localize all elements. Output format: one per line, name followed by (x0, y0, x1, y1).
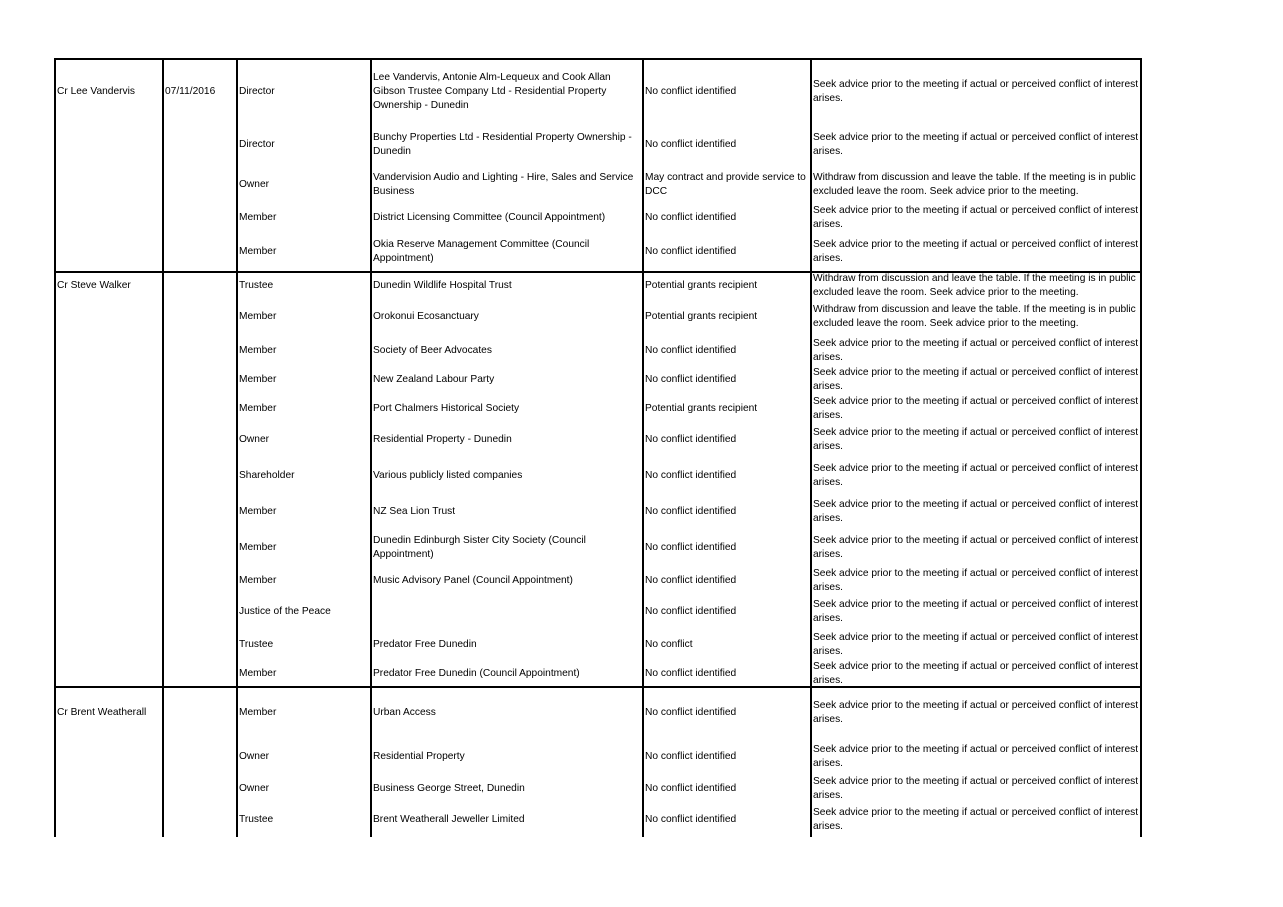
interest-organisation-text: Lee Vandervis, Antonie Alm-Lequeux and Cook Allan Gibson Trustee Company Ltd - Residential Property Ownership - Dunedin (373, 72, 611, 111)
interest-role (239, 69, 369, 115)
interest-role-text: Owner (239, 179, 270, 190)
interest-role (239, 659, 369, 689)
interest-action (813, 365, 1139, 395)
interest-risk-text: No conflict identified (645, 751, 737, 762)
interest-risk-text: No conflict identified (645, 434, 737, 445)
interest-role-text: Director (239, 139, 275, 150)
column-border (810, 59, 812, 837)
interest-role (239, 302, 369, 332)
interest-action-text: Seek advice prior to the meeting if actual or perceived conflict of interest arises. (813, 463, 1139, 488)
interest-role (239, 698, 369, 728)
interest-risk (645, 365, 809, 395)
group-border (54, 58, 1142, 60)
interest-risk-text: No conflict identified (645, 506, 737, 517)
interest-risk-text: No conflict identified (645, 668, 737, 679)
interest-organisation (373, 533, 641, 563)
interest-action (813, 425, 1139, 455)
interest-organisation-text: Urban Access (373, 707, 436, 718)
interest-role-text: Justice of the Peace (239, 606, 331, 617)
interest-risk (645, 394, 809, 424)
interest-risk (645, 425, 809, 455)
interest-risk-text: Potential grants recipient (645, 280, 758, 291)
interest-risk (645, 203, 809, 233)
column-border (236, 59, 238, 837)
interest-risk-text: Potential grants recipient (645, 311, 758, 322)
interest-action (813, 461, 1139, 491)
interest-role-text: Member (239, 506, 277, 517)
interest-organisation (373, 774, 641, 804)
interest-risk-text: No conflict identified (645, 575, 737, 586)
interest-organisation-text: Orokonui Ecosanctuary (373, 311, 479, 322)
interest-role (239, 497, 369, 527)
interest-risk-text: No conflict identified (645, 783, 737, 794)
interest-organisation (373, 365, 641, 395)
interest-role (239, 237, 369, 267)
interest-organisation-text: Bunchy Properties Ltd - Residential Property Ownership - Dunedin (373, 132, 632, 157)
interest-action-text: Seek advice prior to the meeting if actual or perceived conflict of interest arises. (813, 568, 1139, 593)
interest-action (813, 237, 1139, 267)
interest-role-text: Member (239, 374, 277, 385)
interest-risk (645, 774, 809, 804)
interest-risk (645, 805, 809, 835)
interest-organisation-text: Predator Free Dunedin (Council Appointment) (373, 668, 580, 679)
interest-role-text: Director (239, 86, 275, 97)
column-border (370, 59, 372, 837)
interest-role (239, 566, 369, 596)
interest-organisation-text: Brent Weatherall Jeweller Limited (373, 814, 525, 825)
declaration-date (165, 77, 235, 107)
interest-risk-text: No conflict identified (645, 246, 737, 257)
interest-role (239, 365, 369, 395)
interest-role-text: Member (239, 668, 277, 679)
interest-organisation (373, 130, 641, 160)
interest-role (239, 170, 369, 200)
interest-organisation (373, 336, 641, 366)
interest-risk (645, 69, 809, 115)
interest-risk (645, 497, 809, 527)
interest-organisation (373, 461, 641, 491)
interest-role-text: Member (239, 311, 277, 322)
interest-organisation-text: Vandervision Audio and Lighting - Hire, Sales and Service Business (373, 172, 634, 197)
interest-organisation-text: Predator Free Dunedin (373, 639, 477, 650)
interest-risk-text: May contract and provide service to DCC (645, 172, 806, 197)
interest-organisation (373, 630, 641, 660)
interest-action (813, 533, 1139, 563)
interest-role (239, 130, 369, 160)
interest-risk-text: No conflict identified (645, 345, 737, 356)
interest-role (239, 742, 369, 772)
declaration-date (165, 271, 235, 301)
interest-organisation-text: New Zealand Labour Party (373, 374, 495, 385)
interest-role (239, 774, 369, 804)
interest-risk (645, 698, 809, 728)
interest-action (813, 805, 1139, 835)
interest-role (239, 394, 369, 424)
interest-role-text: Owner (239, 434, 270, 445)
interest-organisation-text: Okia Reserve Management Committee (Council Appointment) (373, 239, 590, 264)
interest-risk (645, 130, 809, 160)
interest-organisation-text: Music Advisory Panel (Council Appointment) (373, 575, 573, 586)
interest-action-text: Seek advice prior to the meeting if actual or perceived conflict of interest arises. (813, 807, 1139, 832)
interest-organisation (373, 394, 641, 424)
interest-organisation-text: NZ Sea Lion Trust (373, 506, 456, 517)
interest-role (239, 425, 369, 455)
column-border (54, 59, 56, 837)
interest-risk-text: No conflict identified (645, 374, 737, 385)
interest-risk (645, 533, 809, 563)
interest-risk-text: No conflict identified (645, 470, 737, 481)
interest-action (813, 659, 1139, 689)
interest-action (813, 630, 1139, 660)
interest-risk-text: No conflict identified (645, 542, 737, 553)
declaration-date-text: 07/11/2016 (165, 86, 216, 97)
interest-organisation (373, 742, 641, 772)
interest-risk (645, 742, 809, 772)
interest-role-text: Owner (239, 751, 270, 762)
interest-organisation (373, 597, 641, 627)
interest-risk (645, 336, 809, 366)
interest-action-text: Seek advice prior to the meeting if actual or perceived conflict of interest arises. (813, 205, 1139, 230)
interest-role-text: Member (239, 345, 277, 356)
interest-organisation-text: Dunedin Edinburgh Sister City Society (Council Appointment) (373, 535, 586, 560)
interest-risk (645, 271, 809, 301)
interest-action-text: Seek advice prior to the meeting if actual or perceived conflict of interest arises. (813, 535, 1139, 560)
interest-action (813, 394, 1139, 424)
interest-role (239, 271, 369, 301)
councillor-name-text: Cr Lee Vandervis (57, 86, 135, 97)
interest-action-text: Seek advice prior to the meeting if actual or perceived conflict of interest arises. (813, 661, 1139, 686)
interest-organisation-text: Society of Beer Advocates (373, 345, 492, 356)
interest-risk-text: No conflict identified (645, 814, 737, 825)
interest-action (813, 271, 1139, 301)
interest-organisation (373, 497, 641, 527)
interest-role-text: Member (239, 575, 277, 586)
interest-role-text: Trustee (239, 280, 274, 291)
interest-organisation (373, 69, 641, 115)
interest-action (813, 69, 1139, 115)
interest-risk (645, 237, 809, 267)
interest-action (813, 774, 1139, 804)
interest-action (813, 497, 1139, 527)
interest-risk-text: No conflict identified (645, 86, 737, 97)
column-border (642, 59, 644, 837)
interest-role (239, 461, 369, 491)
interest-risk (645, 566, 809, 596)
councillor-name-text: Cr Steve Walker (57, 280, 131, 291)
interest-risk (645, 461, 809, 491)
councillor-name (57, 77, 161, 107)
interest-risk (645, 659, 809, 689)
interest-action-text: Seek advice prior to the meeting if actual or perceived conflict of interest arises. (813, 632, 1139, 657)
column-border (162, 59, 164, 837)
councillor-name (57, 698, 161, 728)
interest-organisation (373, 425, 641, 455)
interest-role (239, 630, 369, 660)
interest-risk-text: No conflict identified (645, 606, 737, 617)
interest-action (813, 302, 1139, 332)
interest-organisation (373, 170, 641, 200)
interest-action-text: Seek advice prior to the meeting if actual or perceived conflict of interest arises. (813, 79, 1139, 104)
interest-role-text: Trustee (239, 639, 274, 650)
interest-risk-text: No conflict identified (645, 212, 737, 223)
interest-action (813, 742, 1139, 772)
interest-action-text: Seek advice prior to the meeting if actual or perceived conflict of interest arises. (813, 427, 1139, 452)
interest-risk-text: No conflict identified (645, 707, 737, 718)
interest-risk-text: Potential grants recipient (645, 403, 758, 414)
interest-action-text: Seek advice prior to the meeting if actual or perceived conflict of interest arises. (813, 499, 1139, 524)
interest-risk (645, 170, 809, 200)
interest-risk (645, 630, 809, 660)
interest-role-text: Member (239, 707, 277, 718)
interest-action (813, 203, 1139, 233)
interest-role-text: Trustee (239, 814, 274, 825)
interest-organisation-text: Residential Property (373, 751, 465, 762)
interest-action-text: Withdraw from discussion and leave the table. If the meeting is in public excluded leave the room. Seek advice prior to the meeting. (813, 172, 1136, 197)
interest-role (239, 336, 369, 366)
councillor-name (57, 271, 161, 301)
interest-organisation (373, 805, 641, 835)
interest-organisation-text: Port Chalmers Historical Society (373, 403, 520, 414)
interest-role-text: Member (239, 246, 277, 257)
interest-organisation (373, 203, 641, 233)
declaration-date (165, 698, 235, 728)
interest-role (239, 597, 369, 627)
interest-role-text: Member (239, 212, 277, 223)
interest-role-text: Member (239, 403, 277, 414)
interest-organisation (373, 659, 641, 689)
interest-role-text: Shareholder (239, 470, 295, 481)
interest-action (813, 698, 1139, 728)
interest-organisation-text: District Licensing Committee (Council Appointment) (373, 212, 606, 223)
interest-action-text: Withdraw from discussion and leave the table. If the meeting is in public excluded leave the room. Seek advice prior to the meeting. (813, 273, 1136, 298)
interest-action-text: Seek advice prior to the meeting if actual or perceived conflict of interest arises. (813, 599, 1139, 624)
interest-organisation (373, 237, 641, 267)
interest-action (813, 336, 1139, 366)
interest-action (813, 597, 1139, 627)
interest-organisation-text: Business George Street, Dunedin (373, 783, 525, 794)
interest-risk (645, 302, 809, 332)
councillor-name-text: Cr Brent Weatherall (57, 707, 147, 718)
interest-role (239, 203, 369, 233)
interest-action-text: Seek advice prior to the meeting if actual or perceived conflict of interest arises. (813, 776, 1139, 801)
interest-organisation-text: Residential Property - Dunedin (373, 434, 512, 445)
interest-organisation (373, 302, 641, 332)
interest-organisation (373, 271, 641, 301)
interest-organisation-text: Dunedin Wildlife Hospital Trust (373, 280, 512, 291)
interest-action-text: Seek advice prior to the meeting if actual or perceived conflict of interest arises. (813, 700, 1139, 725)
interest-organisation-text: Various publicly listed companies (373, 470, 523, 481)
interest-risk-text: No conflict identified (645, 139, 737, 150)
interest-action-text: Seek advice prior to the meeting if actual or perceived conflict of interest arises. (813, 396, 1139, 421)
interest-organisation (373, 698, 641, 728)
interest-action-text: Withdraw from discussion and leave the table. If the meeting is in public excluded leave the room. Seek advice prior to the meeting. (813, 304, 1136, 329)
interest-action (813, 566, 1139, 596)
interest-risk-text: No conflict (645, 639, 693, 650)
interest-risk (645, 597, 809, 627)
interest-action-text: Seek advice prior to the meeting if actual or perceived conflict of interest arises. (813, 367, 1139, 392)
interest-role (239, 805, 369, 835)
interest-action-text: Seek advice prior to the meeting if actual or perceived conflict of interest arises. (813, 744, 1139, 769)
interest-action (813, 130, 1139, 160)
interest-action-text: Seek advice prior to the meeting if actual or perceived conflict of interest arises. (813, 338, 1139, 363)
interest-role-text: Owner (239, 783, 270, 794)
interest-organisation (373, 566, 641, 596)
interest-action-text: Seek advice prior to the meeting if actual or perceived conflict of interest arises. (813, 239, 1139, 264)
interest-role-text: Member (239, 542, 277, 553)
column-border (1140, 59, 1142, 837)
interest-action-text: Seek advice prior to the meeting if actual or perceived conflict of interest arises. (813, 132, 1139, 157)
interest-action (813, 170, 1139, 200)
interest-role (239, 533, 369, 563)
